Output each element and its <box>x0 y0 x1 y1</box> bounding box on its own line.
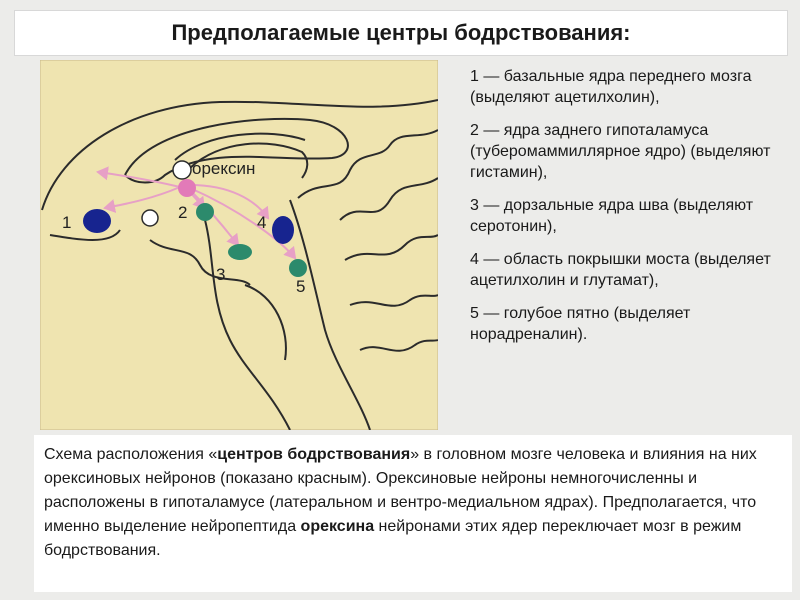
page-title: Предполагаемые центры бодрствования: <box>171 20 631 45</box>
nucleus-1-basal-forebrain <box>83 209 111 233</box>
nucleus-4-pontine-tegmentum <box>272 216 294 244</box>
legend-item-5: 5 — голубое пятно (выделяет норадреналин). <box>470 305 691 343</box>
nucleus-3-raphe <box>228 244 252 260</box>
caption-text-1: Схема расположения « <box>44 446 218 463</box>
caption-bold-orexin: орексина <box>300 518 375 535</box>
title-box <box>14 10 788 56</box>
nucleus-5-locus-coeruleus <box>289 259 307 277</box>
brain-diagram <box>40 60 438 430</box>
caption-bold-wakefulness-centers: центров бодрствования <box>217 446 411 463</box>
orexin-neurons <box>178 179 196 197</box>
number-label-2: 2 <box>178 203 188 222</box>
number-label-1: 1 <box>62 213 72 232</box>
legend-item-4: 4 — область покрышки моста (выделяет ацетилхолин и глутамат), <box>470 251 771 289</box>
legend-item-3: 3 — дорзальные ядра шва (выделяют серотонин), <box>470 197 754 235</box>
legend-item-1: 1 — базальные ядра переднего мозга (выделяют ацетилхолин), <box>470 68 752 106</box>
orexin-area-circle <box>173 161 191 179</box>
caption-text-3: нейронами этих ядер переключает мозг в режим бодрствования. <box>44 518 742 559</box>
number-label-4: 4 <box>257 213 267 232</box>
brain-diagram-svg <box>40 60 438 430</box>
number-label-3: 3 <box>216 265 226 284</box>
legend <box>470 66 790 357</box>
small-white-circle <box>142 210 158 226</box>
caption <box>34 435 792 592</box>
orexin-label: орексин <box>192 159 256 178</box>
caption-text-2: » в головном мозге человека и влияния на них орексиновых нейронов (показано красным). Орексиновые нейроны немногочисленны и расположены в гипоталамусе (латеральном и вентро-медиальном ядрах). Предполагается, что именно выделение нейропептида <box>44 446 757 535</box>
nucleus-2-tuberomammillary <box>196 203 214 221</box>
number-label-5: 5 <box>296 277 306 296</box>
legend-item-2: 2 — ядра заднего гипоталамуса (туберомаммиллярное ядро) (выделяют гистамин), <box>470 122 771 181</box>
